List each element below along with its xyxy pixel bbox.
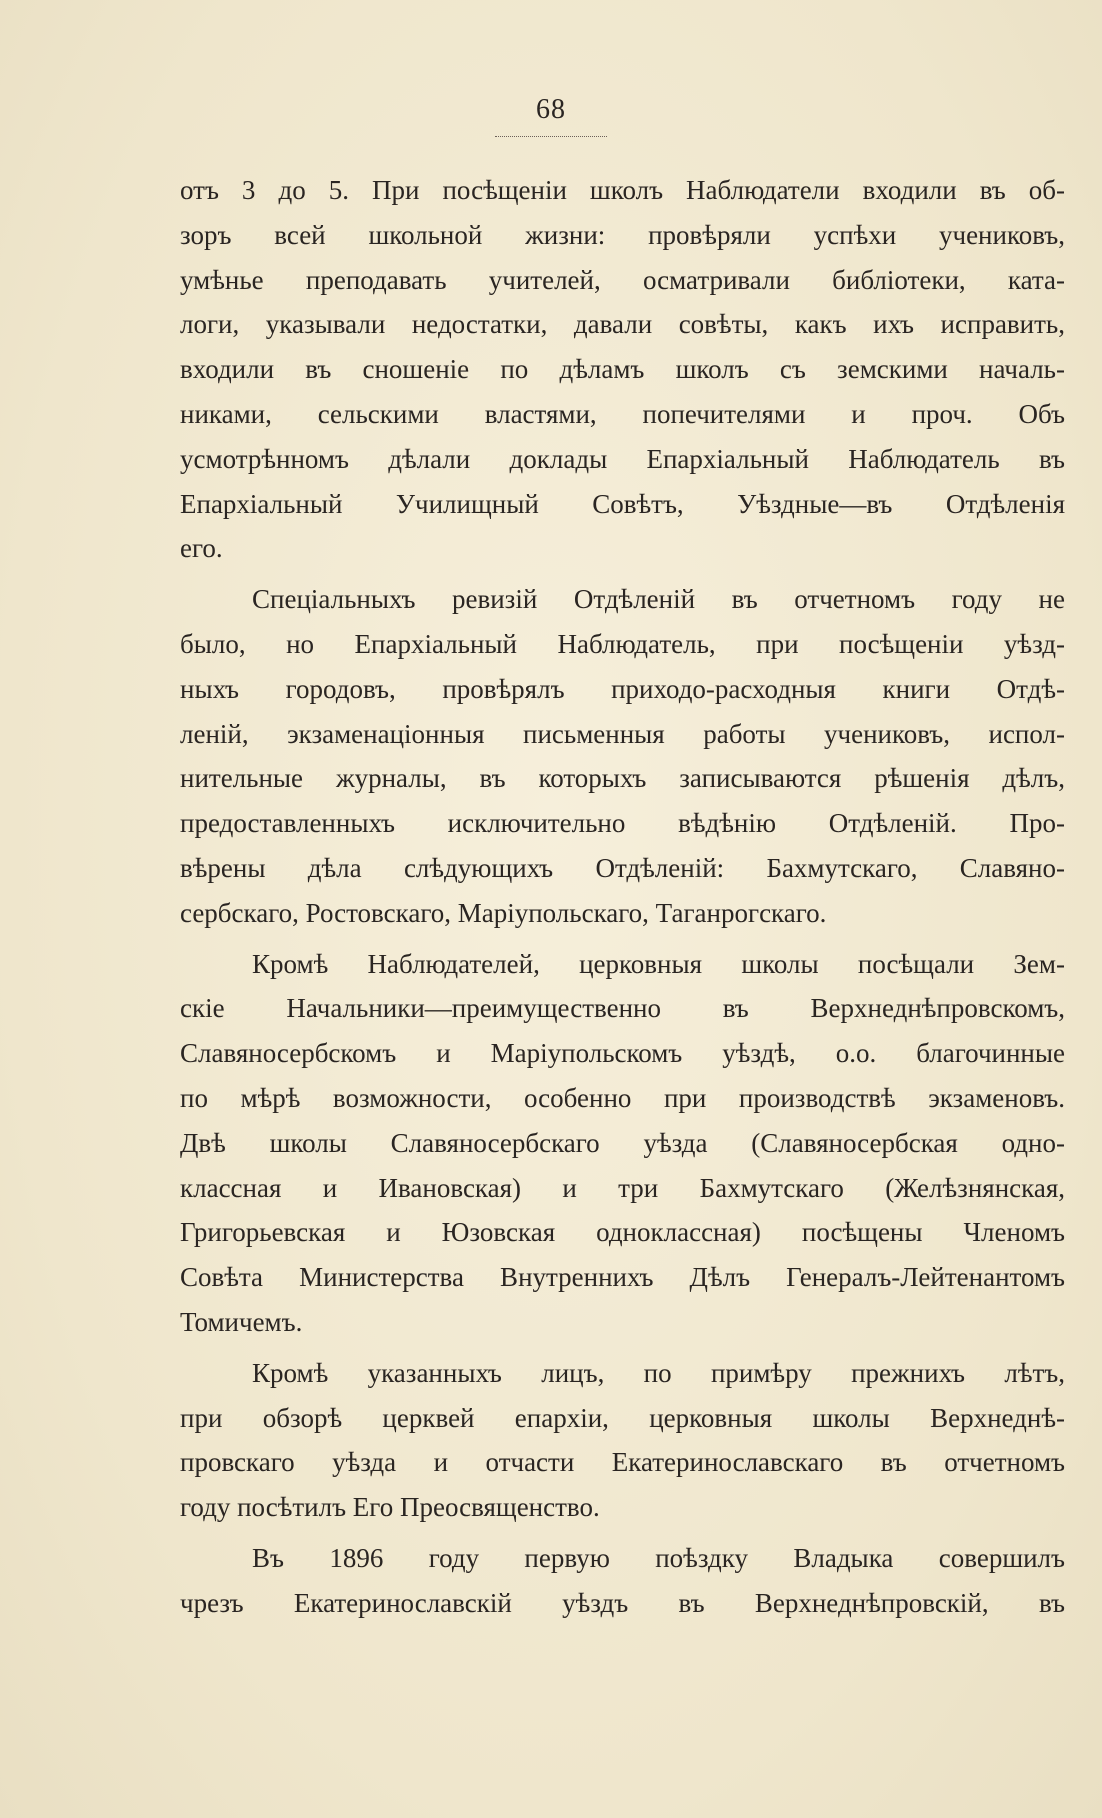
text-line: по мѣрѣ возможности, особенно при производствѣ экзаменовъ. (180, 1082, 1065, 1113)
text-line: Кромѣ указанныхъ лицъ, по примѣру прежнихъ лѣтъ, (252, 1357, 1065, 1388)
paragraph (180, 1536, 1065, 1626)
text-line: Спеціальныхъ ревизій Отдѣленій въ отчетномъ году не (252, 584, 1065, 615)
text-line: году посѣтилъ Его Преосвященство. (180, 1492, 600, 1523)
page-number: 68 (536, 94, 566, 125)
text-line: Славяносербскомъ и Маріупольскомъ уѣздѣ, о.о. благочинные (180, 1038, 1065, 1069)
text-line: Въ 1896 году первую поѣздку Владыка совершилъ (252, 1542, 1065, 1573)
text-line: Томичемъ. (180, 1306, 303, 1337)
text-line: при обзорѣ церквей епархіи, церковныя школы Верхнеднѣ- (180, 1402, 1065, 1433)
text-line: Кромѣ Наблюдателей, церковныя школы посѣщали Зем- (252, 948, 1065, 979)
text-line: никами, сельскими властями, попечителями и проч. Объ (180, 398, 1065, 429)
text-line: скіе Начальники—преимущественно въ Верхнеднѣпровскомъ, (180, 993, 1065, 1024)
paragraph (180, 577, 1065, 935)
body-text (180, 168, 1065, 1626)
text-line: классная и Ивановская) и три Бахмутскаго (Желѣзнянская, (180, 1172, 1065, 1203)
text-line: сербскаго, Ростовскаго, Маріупольскаго, Таганрогскаго. (180, 897, 827, 928)
paragraph (180, 942, 1065, 1345)
text-line: отъ 3 до 5. При посѣщеніи школъ Наблюдатели входили въ об- (180, 175, 1065, 205)
text-line: Григорьевская и Юзовская одноклассная) посѣщены Членомъ (180, 1217, 1065, 1248)
text-line: было, но Епархіальный Наблюдатель, при посѣщеніи уѣзд- (180, 628, 1065, 659)
text-line: усмотрѣнномъ дѣлали доклады Епархіальный Наблюдатель въ (180, 443, 1065, 474)
text-line: зоръ всей школьной жизни: провѣряли успѣхи учениковъ, (180, 219, 1065, 250)
text-line: Двѣ школы Славяносербскаго уѣзда (Славяносербская одно- (180, 1127, 1065, 1158)
paragraph (180, 1351, 1065, 1530)
text-line: леній, экзаменаціонныя письменныя работы учениковъ, испол- (180, 718, 1065, 749)
text-line: Совѣта Министерства Внутреннихъ Дѣлъ Генералъ-Лейтенантомъ (180, 1262, 1065, 1293)
text-line: нительные журналы, въ которыхъ записываются рѣшенія дѣлъ, (180, 763, 1065, 794)
text-line: умѣнье преподавать учителей, осматривали библіотеки, ката- (180, 264, 1065, 295)
text-line: ныхъ городовъ, провѣрялъ приходо-расходныя книги Отдѣ- (180, 673, 1065, 704)
text-line: вѣрены дѣла слѣдующихъ Отдѣленій: Бахмутскаго, Славяно- (180, 852, 1065, 883)
text-line: предоставленныхъ исключительно вѣдѣнію Отдѣленій. Про- (180, 808, 1065, 839)
paragraph (180, 168, 1065, 571)
text-line: входили въ сношеніе по дѣламъ школъ съ земскими началь- (180, 354, 1065, 385)
text-line: чрезъ Екатеринославскій уѣздъ въ Верхнеднѣпровскій, въ (180, 1587, 1065, 1618)
header-rule (495, 136, 607, 137)
text-line: провскаго уѣзда и отчасти Екатеринославскаго въ отчетномъ (180, 1447, 1065, 1478)
text-line: Епархіальный Училищный Совѣтъ, Уѣздные—въ Отдѣленія (180, 488, 1065, 519)
text-line: логи, указывали недостатки, давали совѣты, какъ ихъ исправить, (180, 309, 1065, 340)
text-line: его. (180, 533, 223, 564)
